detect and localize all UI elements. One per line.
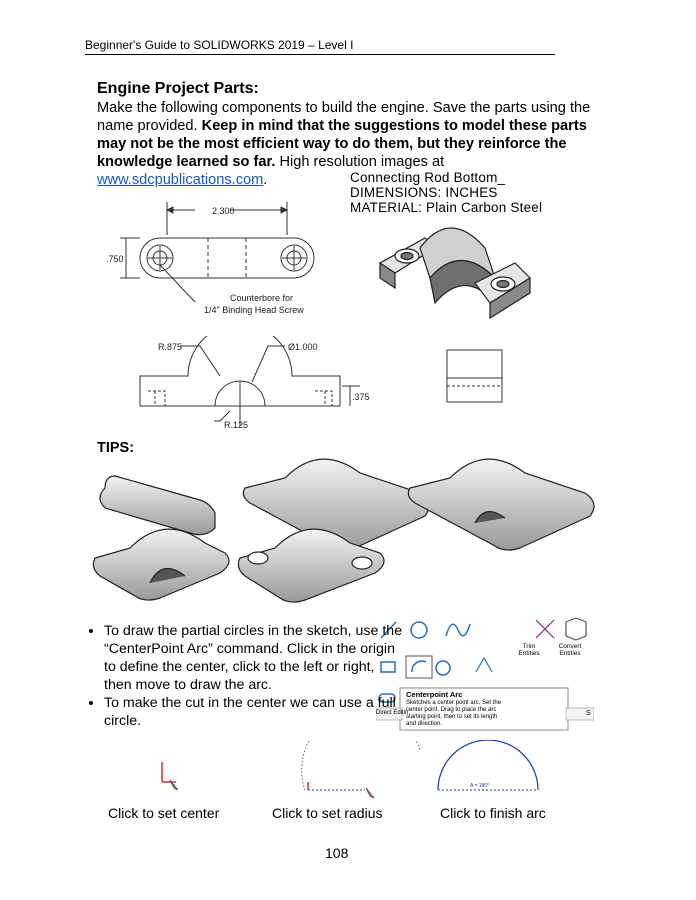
direct-editing-tab[interactable]: Direct Editin — [376, 710, 409, 716]
tip-step-images — [90, 458, 610, 608]
intro-text-1: Make the following components to build the engine. Save the parts using the name provided. — [97, 100, 591, 134]
publisher-link[interactable]: www.sdcpublications.com — [97, 172, 264, 188]
tips-label: TIPS: — [97, 440, 135, 456]
convert-label: Convert Entities — [558, 643, 582, 657]
dim-width-label: 2.300 — [212, 206, 235, 216]
partial-tab-letter: S — [586, 710, 591, 717]
part-name: Connecting Rod Bottom_ — [350, 170, 506, 185]
note-leader — [160, 265, 195, 302]
r875-label: R.875 — [158, 342, 183, 352]
step4-bridge — [93, 529, 229, 600]
tooltip-text: Sketches a center point arc. Set the center point. Drag to place the arc starting point, then to set its length and direction. — [406, 700, 502, 727]
page-header: Beginner's Guide to SOLIDWORKS 2019 – Level I — [85, 38, 555, 55]
note-line-1: Counterbore for — [230, 293, 294, 303]
part-material: MATERIAL: Plain Carbon Steel — [350, 200, 543, 215]
intro-bold-text: Keep in mind that the suggestions to model these parts may not be the most efficient way to do them, but they reinforce the knowledge learned so far. — [97, 118, 587, 170]
arc-tool-icon — [412, 661, 426, 672]
spline-tool-icon[interactable] — [446, 624, 470, 636]
text-tool-icon[interactable] — [476, 658, 492, 672]
caption-finish-arc: Click to finish arc — [440, 805, 546, 821]
step1-extruded-slot — [100, 476, 215, 535]
caption-set-radius: Click to set radius — [272, 805, 383, 821]
step-finish-arc — [438, 740, 538, 790]
polygon-tool-icon[interactable] — [436, 661, 450, 675]
leader-dia — [252, 346, 285, 382]
thickness-label: .375 — [352, 392, 370, 402]
circle-tool-icon[interactable] — [411, 622, 427, 638]
front-view-drawing — [120, 336, 380, 436]
tips-bullet-list — [82, 622, 404, 730]
tooltip-title: Centerpoint Arc — [406, 690, 463, 699]
convert-entities-icon[interactable] — [566, 618, 586, 640]
bullet-item-2: • To make the cut in the center we can use a full circle. — [104, 694, 404, 730]
note-line-2: 1/4" Binding Head Screw — [204, 305, 304, 315]
side-view-drawing — [445, 348, 505, 406]
intro-end: . — [263, 172, 268, 188]
step-set-radius — [302, 740, 420, 798]
leader-r875 — [180, 346, 220, 376]
toolbar-screenshot — [376, 610, 594, 732]
arc-step-illustrations — [130, 740, 570, 800]
r125-label: R.125 — [224, 420, 249, 430]
bullet-item-1: • To draw the partial circles in the sketch, use the “CenterPoint Arc” command. Click in the origin to define the center, click to the left or right, then move to draw the arc. — [104, 622, 404, 694]
trim-entities-icon[interactable] — [536, 620, 554, 638]
centerpoint-arc-button[interactable] — [406, 656, 432, 678]
section-heading: Engine Project Parts: — [97, 80, 259, 97]
trim-label: Trim Entities — [518, 643, 540, 657]
step3-arc-boss-cut — [408, 459, 594, 550]
angle-label: A = 180° — [470, 783, 490, 789]
step-set-center — [162, 762, 178, 790]
page-number: 108 — [325, 845, 349, 861]
dim-height-label: .750 — [106, 254, 124, 264]
top-view-drawing — [100, 190, 350, 320]
diameter-label: Ø1.000 — [288, 342, 318, 352]
isometric-part — [365, 208, 540, 343]
intro-text-2: High resolution images at — [275, 154, 445, 170]
part-dimensions-unit: DIMENSIONS: INCHES — [350, 185, 498, 200]
caption-set-center: Click to set center — [108, 805, 220, 821]
